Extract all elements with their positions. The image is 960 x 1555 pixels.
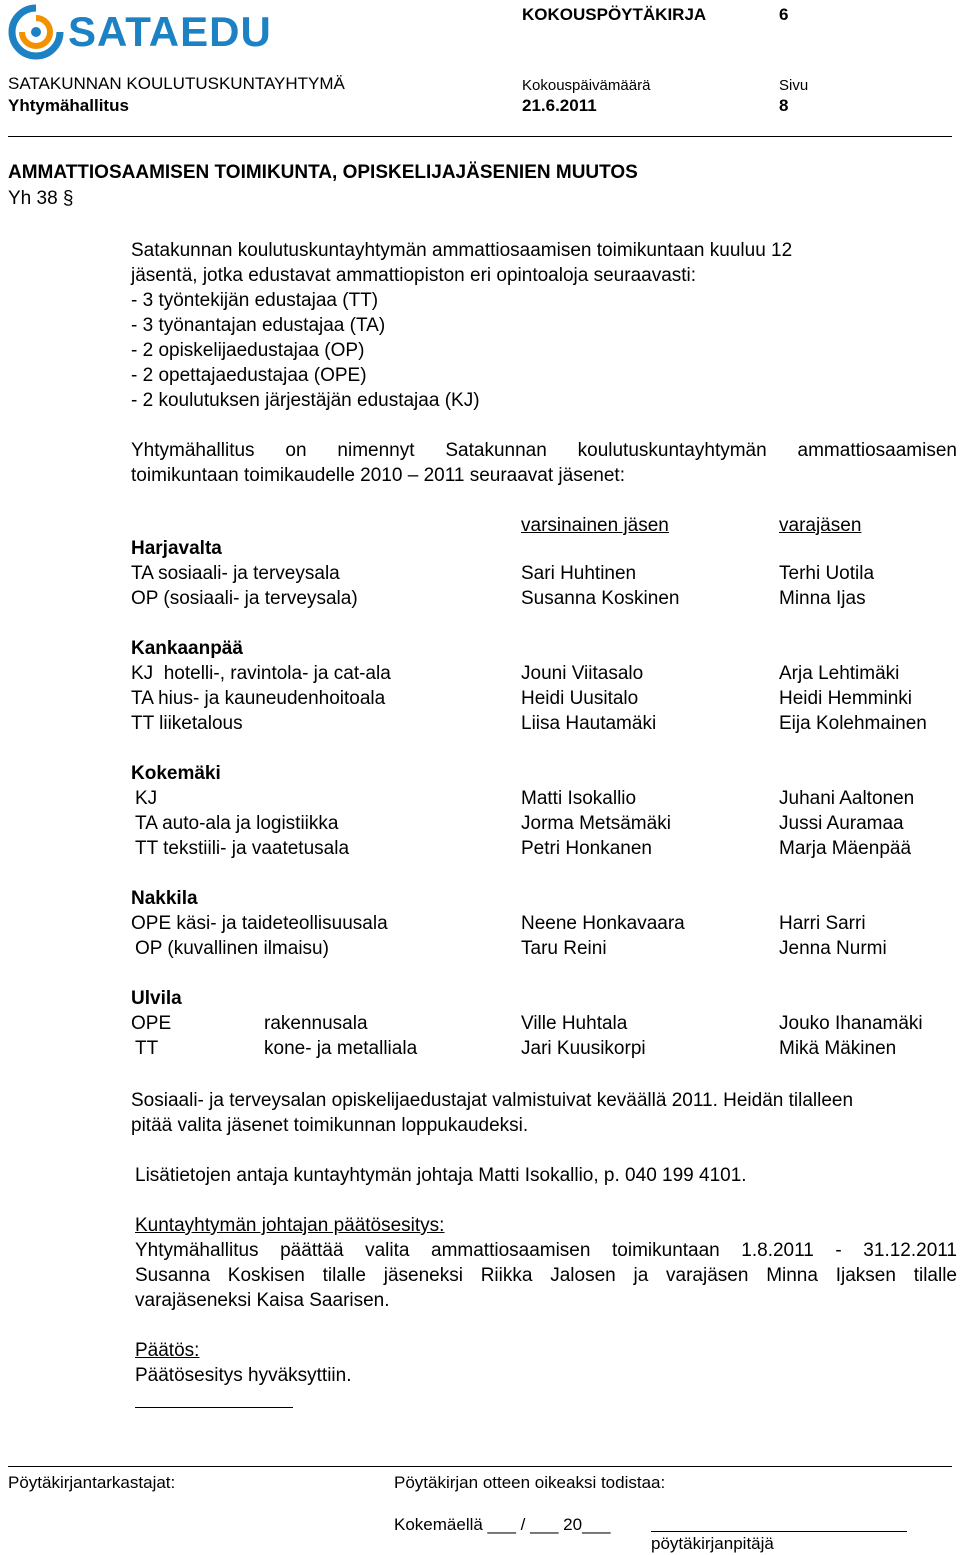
proposal-line-3: varajäseneksi Kaisa Saarisen. [135,1290,390,1311]
page-number: 8 [779,96,789,115]
deputy-cell: Marja Mäenpää [779,838,912,859]
location-heading-kankaanpaa: Kankaanpää [131,638,243,659]
member-cell: Heidi Uusitalo [521,688,639,709]
section-reference: Yh 38 § [8,188,74,209]
deputy-cell: Jussi Auramaa [779,813,904,834]
member-cell: Liisa Hautamäki [521,713,657,734]
list-item: - 3 työntekijän edustajaa (TT) [131,290,379,311]
member-cell: Petri Honkanen [521,838,652,859]
appointment-line-1: Yhtymähallitus on nimennyt Satakunnan koulutuskuntayhtymän ammattiosaamisen [131,440,957,461]
location-heading-kokemaki: Kokemäki [131,763,221,784]
location-heading-ulvila: Ulvila [131,988,182,1009]
signature-line [651,1531,907,1532]
field-cell: OPE käsi- ja taideteollisuusala [131,913,388,934]
member-cell: Ville Huhtala [521,1013,628,1034]
table-row [0,688,960,713]
page-title: AMMATTIOSAAMISEN TOIMIKUNTA, OPISKELIJAJÄSENIEN MUUTOS [8,162,638,183]
meeting-date-label: Kokouspäivämäärä [522,77,651,94]
field-cell: TA hius- ja kauneudenhoitoala [131,688,386,709]
table-row [0,1038,960,1063]
contact-info: Lisätietojen antaja kuntayhtymän johtaja Matti Isokallio, p. 040 199 4101. [135,1165,747,1186]
table-row [0,913,960,938]
member-cell: Sari Huhtinen [521,563,637,584]
proposal-line-1: Yhtymähallitus päättää valita ammattiosaamisen toimikuntaan 1.8.2011 - 31.12.2011 [135,1240,957,1261]
field-cell: TA sosiaali- ja terveysala [131,563,340,584]
table-row [0,588,960,613]
deputy-cell: Jenna Nurmi [779,938,887,959]
page-label: Sivu [779,77,809,94]
table-row [0,838,960,863]
field-cell: KJ [135,788,158,809]
place-date: Kokemäellä ___ / ___ 20___ [394,1515,611,1534]
table-row [0,788,960,813]
meeting-date: 21.6.2011 [522,96,597,115]
table-row [0,563,960,588]
deputy-cell: Eija Kolehmainen [779,713,927,734]
deputy-cell: Harri Sarri [779,913,866,934]
field-cell: TA auto-ala ja logistiikka [135,813,339,834]
deputy-cell: Minna Ijas [779,588,866,609]
table-row [0,713,960,738]
column-header-member: varsinainen jäsen [521,515,669,536]
header-divider [8,136,952,137]
list-item: - 2 opettajaedustajaa (OPE) [131,365,367,386]
deputy-cell: Heidi Hemminki [779,688,913,709]
location-heading-harjavalta: Harjavalta [131,538,222,559]
footer-divider [8,1466,952,1467]
document-type: KOKOUSPÖYTÄKIRJA [522,5,707,24]
member-cell: Jorma Metsämäki [521,813,671,834]
note-line-1: Sosiaali- ja terveysalan opiskelijaedustajat valmistuivat keväällä 2011. Heidän tilalleen [131,1090,854,1111]
field-cell: rakennusala [264,1013,368,1034]
logo-wordmark: SATAEDU [68,8,272,55]
member-cell: Jari Kuusikorpi [521,1038,646,1059]
body-name: Yhtymähallitus [8,96,129,115]
organization-name: SATAKUNNAN KOULUTUSKUNTAYHTYMÄ [8,74,345,93]
field-cell: KJ hotelli-, ravintola- ja cat-ala [131,663,391,684]
member-cell: Susanna Koskinen [521,588,680,609]
deputy-cell: Jouko Ihanamäki [779,1013,923,1034]
member-cell: Matti Isokallio [521,788,637,809]
decision-text: Päätösesitys hyväksyttiin. [135,1365,352,1386]
table-row [0,813,960,838]
document-number: 6 [779,5,789,24]
field-cell: OP (sosiaali- ja terveysala) [131,588,358,609]
note-line-2: pitää valita jäsenet toimikunnan loppukaudeksi. [131,1115,529,1136]
table-row [0,938,960,963]
field-cell: TT tekstiili- ja vaatetusala [135,838,350,859]
member-cell: Taru Reini [521,938,607,959]
code-cell: TT [135,1038,159,1059]
intro-line-2: jäsentä, jotka edustavat ammattiopiston eri opintoaloja seuraavasti: [131,265,697,286]
proposal-heading: Kuntayhtymän johtajan päätösesitys: [135,1215,445,1236]
deputy-cell: Terhi Uotila [779,563,875,584]
deputy-cell: Juhani Aaltonen [779,788,915,809]
appointment-line-2: toimikuntaan toimikaudelle 2010 – 2011 seuraavat jäsenet: [131,465,625,486]
code-cell: OPE [131,1013,172,1034]
list-item: - 2 opiskelijaedustajaa (OP) [131,340,365,361]
field-cell: TT liiketalous [131,713,243,734]
sataedu-swirl-icon [8,4,64,60]
deputy-cell: Mikä Mäkinen [779,1038,897,1059]
list-item: - 2 koulutuksen järjestäjän edustajaa (KJ) [131,390,480,411]
field-cell: OP (kuvallinen ilmaisu) [135,938,329,959]
sataedu-logo [8,2,272,62]
member-cell: Neene Honkavaara [521,913,685,934]
list-item: - 3 työnantajan edustajaa (TA) [131,315,386,336]
intro-line-1: Satakunnan koulutuskuntayhtymän ammattiosaamisen toimikuntaan kuuluu 12 [131,240,793,261]
field-cell: kone- ja metalliala [264,1038,418,1059]
checkers-label: Pöytäkirjantarkastajat: [8,1473,176,1492]
table-row [0,1013,960,1038]
column-header-deputy: varajäsen [779,515,862,536]
member-cell: Jouni Viitasalo [521,663,644,684]
decision-end-rule [135,1407,293,1408]
deputy-cell: Arja Lehtimäki [779,663,900,684]
certify-label: Pöytäkirjan otteen oikeaksi todistaa: [394,1473,666,1492]
keeper-label: pöytäkirjanpitäjä [651,1534,774,1553]
location-heading-nakkila: Nakkila [131,888,198,909]
decision-heading: Päätös: [135,1340,200,1361]
table-row [0,663,960,688]
proposal-line-2: Susanna Koskisen tilalle jäseneksi Riikka Jalosen ja varajäsen Minna Ijaksen tilalle [135,1265,957,1286]
